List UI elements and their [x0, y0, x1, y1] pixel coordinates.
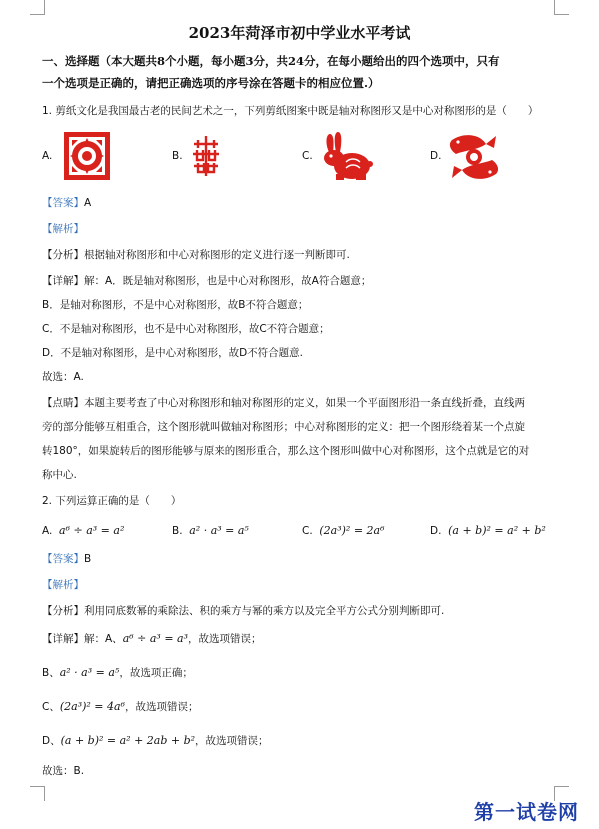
q1-xiangjie: 【详解】解：A．既是轴对称图形，也是中心对称图形，故A符合题意； — [42, 275, 372, 287]
q2-option-a — [42, 524, 124, 537]
q1-option-a-label: A. — [42, 150, 53, 162]
q2-b-expr: a² · a³ = a⁵ — [59, 666, 120, 679]
answer-value: A — [84, 197, 92, 209]
q2-c-prefix: C、 — [42, 701, 60, 713]
q1-dianjing-line2: 旁的部分能够互相重合，这个图形就叫做轴对称图形；中心对称图形的定义：把一个图形绕着某一个点旋 — [42, 421, 525, 433]
q2-option-d-explanation — [42, 734, 269, 748]
page-title: 2023年菏泽市初中学业水平考试 — [188, 24, 411, 42]
q1-stem: 1. 剪纸文化是我国最古老的民间艺术之一，下列剪纸图案中既是轴对称图形又是中心对称图形的是（ ） — [42, 105, 539, 117]
q2-d-suffix: ，故选项错误； — [195, 735, 269, 747]
crop-mark-bottom-left — [30, 786, 45, 801]
q2-c-expr: (2a³)² = 4a⁶ — [59, 700, 125, 713]
q2-b-suffix: ，故选项正确； — [119, 667, 193, 679]
section-heading-line2: 一个选项是正确的，请把正确选项的序号涂在答题卡的相应位置.） — [42, 76, 380, 90]
q1-option-b-explanation: B．是轴对称图形，不是中心对称图形，故B不符合题意； — [42, 299, 309, 311]
q1-option-c-label: C. — [302, 150, 313, 162]
papercut-rabbit-image — [316, 130, 374, 184]
answer-value: B — [84, 553, 92, 565]
q2-xiangjie-suffix: ，故选项错误； — [188, 633, 262, 645]
q1-analysis-tag: 【解析】 — [42, 223, 84, 235]
q1-dianjing-line3: 转180°，如果旋转后的图形能够与原来的图形重合，那么这个图形叫做中心对称图形，这个点就是它的对 — [42, 445, 530, 457]
q1-dianjing-line4: 称中心. — [42, 469, 77, 481]
crop-mark-top-right — [554, 0, 569, 15]
q1-option-c-explanation: C．不是轴对称图形，也不是中心对称图形，故C不符合题意； — [42, 323, 330, 335]
q1-fenxi: 【分析】根据轴对称图形和中心对称图形的定义进行逐一判断即可. — [42, 249, 350, 261]
site-watermark: 第一试卷网 — [474, 800, 579, 824]
q2-option-c-expr: (2a³)² = 2a⁶ — [319, 524, 385, 537]
q2-xiangjie-expr: a⁶ ÷ a³ = a³ — [122, 632, 189, 645]
answer-tag: 【答案】 — [42, 553, 84, 565]
q2-option-b-label: B. — [172, 525, 183, 537]
q2-option-d — [430, 524, 546, 537]
q2-b-prefix: B、 — [42, 667, 60, 679]
q2-option-d-label: D. — [430, 525, 442, 537]
q1-option-d-explanation: D．不是轴对称图形，是中心对称图形，故D不符合题意. — [42, 347, 304, 359]
papercut-fish-pattern-image — [446, 130, 502, 184]
q2-option-d-expr: (a + b)² = a² + b² — [448, 524, 546, 537]
q2-stem: 2. 下列运算正确的是（ ） — [42, 495, 182, 507]
q2-fenxi: 【分析】利用同底数幂的乘除法、积的乘方与幂的乘方以及完全平方公式分别判断即可. — [42, 605, 445, 617]
q2-option-b — [172, 524, 249, 537]
q1-option-b-label: B. — [172, 150, 183, 162]
q2-option-c-label: C. — [302, 525, 313, 537]
q2-option-b-expr: a² · a³ = a⁵ — [189, 524, 249, 537]
q2-option-b-explanation — [42, 666, 193, 680]
q2-option-a-label: A. — [42, 525, 53, 537]
q2-option-c-explanation — [42, 700, 198, 714]
q2-xiangjie — [42, 632, 262, 646]
crop-mark-top-left — [30, 0, 45, 15]
q1-choice: 故选：A. — [42, 371, 84, 383]
q2-d-prefix: D、 — [42, 735, 61, 747]
q2-d-expr: (a + b)² = a² + 2ab + b² — [60, 734, 196, 747]
q1-answer — [42, 196, 91, 210]
q2-c-suffix: ，故选项错误； — [124, 701, 199, 713]
papercut-pattern-a-image — [62, 130, 112, 182]
q2-analysis-tag: 【解析】 — [42, 579, 84, 591]
q1-dianjing-line1: 【点睛】本题主要考查了中心对称图形和轴对称图形的定义，如果一个平面图形沿一条直线折叠，直线两 — [42, 397, 525, 409]
q1-option-d-label: D. — [430, 150, 442, 162]
papercut-double-happiness-image — [188, 130, 224, 180]
q2-answer — [42, 552, 91, 566]
q2-option-c — [302, 524, 385, 537]
q2-choice: 故选：B. — [42, 765, 85, 777]
q2-xiangjie-prefix: 【详解】解：A、 — [42, 633, 123, 645]
answer-tag: 【答案】 — [42, 197, 84, 209]
q2-option-a-expr: a⁶ ÷ a³ = a² — [59, 524, 125, 537]
section-heading-line1: 一、选择题（本大题共8个小题，每小题3分，共24分，在每小题给出的四个选项中，只有 — [42, 54, 500, 68]
